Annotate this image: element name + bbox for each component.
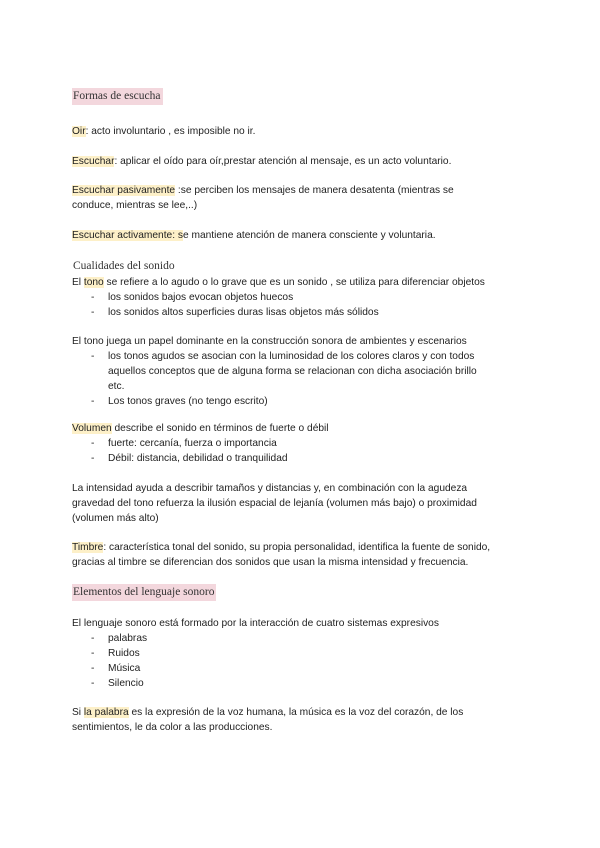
list-item-text: Silencio [108, 678, 144, 689]
list-item-text: etc. [108, 381, 125, 392]
list-item-text: fuerte: cercanía, fuerza o importancia [108, 438, 277, 449]
list-item-text: Los tonos graves (no tengo escrito) [108, 396, 268, 407]
term-timbre: Timbre [72, 542, 104, 553]
elementos-list [72, 631, 542, 691]
dash-bullet: - [91, 351, 95, 362]
term-volumen: Volumen [72, 423, 112, 434]
list-item-text: los sonidos altos superficies duras lisas objetos más sólidos [108, 307, 379, 318]
volumen-list [72, 436, 542, 466]
list-item [72, 290, 542, 305]
text-closing-post: es la expresión de la voz humana, la música es la voz del corazón, de los [128, 707, 464, 718]
text-timbre-1: : característica tonal del sonido, su propia personalidad, identifica la fuente de sonido, [103, 542, 491, 553]
para-escuchar [72, 154, 542, 169]
list-item [72, 305, 542, 320]
list-item [72, 646, 542, 661]
para-tono-juega: El tono juega un papel dominante en la construcción sonora de ambientes y escenarios [72, 336, 467, 347]
text-escuchar: : aplicar el oído para oír,prestar atención al mensaje, es un acto voluntario. [114, 156, 452, 167]
list-item [72, 451, 542, 466]
tono-list-2 [72, 349, 542, 409]
list-item-text: Ruidos [108, 648, 140, 659]
para-volumen [72, 421, 542, 436]
text-pasivamente-1: :se perciben los mensajes de manera desatenta (mientras se [175, 185, 454, 196]
text-activamente: e mantiene atención de manera consciente y voluntaria. [182, 230, 436, 241]
heading-cualidades-del-sonido: Cualidades del sonido [73, 260, 175, 272]
dash-bullet: - [91, 438, 95, 449]
para-lenguaje-intro: El lenguaje sonoro está formado por la interacción de cuatro sistemas expresivos [72, 618, 439, 629]
text-closing-pre: Si [72, 707, 84, 718]
heading-formas-de-escucha: Formas de escucha [72, 88, 163, 105]
text-intensidad-3: (volumen más alto) [72, 513, 159, 524]
list-item [72, 436, 542, 451]
heading-elementos-lenguaje-sonoro: Elementos del lenguaje sonoro [72, 584, 216, 601]
term-la-palabra: la palabra [83, 707, 129, 718]
list-item-text: aquellos conceptos que de alguna forma se relacionan con dicha asociación brillo [108, 366, 477, 377]
text-tono-post: se refiere a lo agudo o lo grave que es un sonido , se utiliza para diferenciar objetos [103, 277, 485, 288]
para-timbre [72, 540, 542, 570]
dash-bullet: - [91, 396, 95, 407]
dash-bullet: - [91, 292, 95, 303]
list-item-text: Débil: distancia, debilidad o tranquilidad [108, 453, 288, 464]
para-intensidad [72, 481, 542, 526]
para-escuchar-pasivamente [72, 183, 542, 213]
list-item [72, 661, 542, 676]
dash-bullet: - [91, 453, 95, 464]
dash-bullet: - [91, 307, 95, 318]
text-timbre-2: gracias al timbre se diferencian dos sonidos que usan la misma intensidad y frecuencia. [72, 557, 469, 568]
text-closing-2: sentimientos, le da color a las producciones. [72, 722, 273, 733]
list-item [72, 676, 542, 691]
para-la-palabra [72, 705, 542, 735]
list-item-text: palabras [108, 633, 148, 644]
list-item-text: los tonos agudos se asocian con la luminosidad de los colores claros y con todos [108, 351, 475, 362]
para-oir [72, 124, 542, 139]
text-pasivamente-2: conduce, mientras se lee,..) [72, 200, 198, 211]
para-escuchar-activamente [72, 228, 542, 243]
term-escuchar: Escuchar [72, 156, 115, 167]
term-escuchar-activamente: Escuchar activamente: s [72, 230, 183, 241]
list-item [72, 394, 542, 409]
text-tono-pre: El [72, 277, 84, 288]
list-item-text: Música [108, 663, 141, 674]
list-item-text: los sonidos bajos evocan objetos huecos [108, 292, 294, 303]
term-oir: Oir [72, 126, 86, 137]
term-escuchar-pasivamente: Escuchar pasivamente [72, 185, 176, 196]
text-volumen: describe el sonido en términos de fuerte o débil [111, 423, 329, 434]
text-intensidad-1: La intensidad ayuda a describir tamaños y distancias y, en combinación con la agudeza [72, 483, 468, 494]
dash-bullet: - [91, 678, 95, 689]
list-item [72, 349, 542, 394]
text-oir: : acto involuntario , es imposible no ir. [85, 126, 256, 137]
dash-bullet: - [91, 648, 95, 659]
para-tono-intro [72, 275, 542, 290]
term-tono: tono [83, 277, 104, 288]
text-intensidad-2: gravedad del tono refuerza la ilusión espacial de lejanía (volumen más bajo) o proximidad [72, 498, 477, 509]
tono-list [72, 290, 542, 320]
dash-bullet: - [91, 633, 95, 644]
list-item [72, 631, 542, 646]
dash-bullet: - [91, 663, 95, 674]
